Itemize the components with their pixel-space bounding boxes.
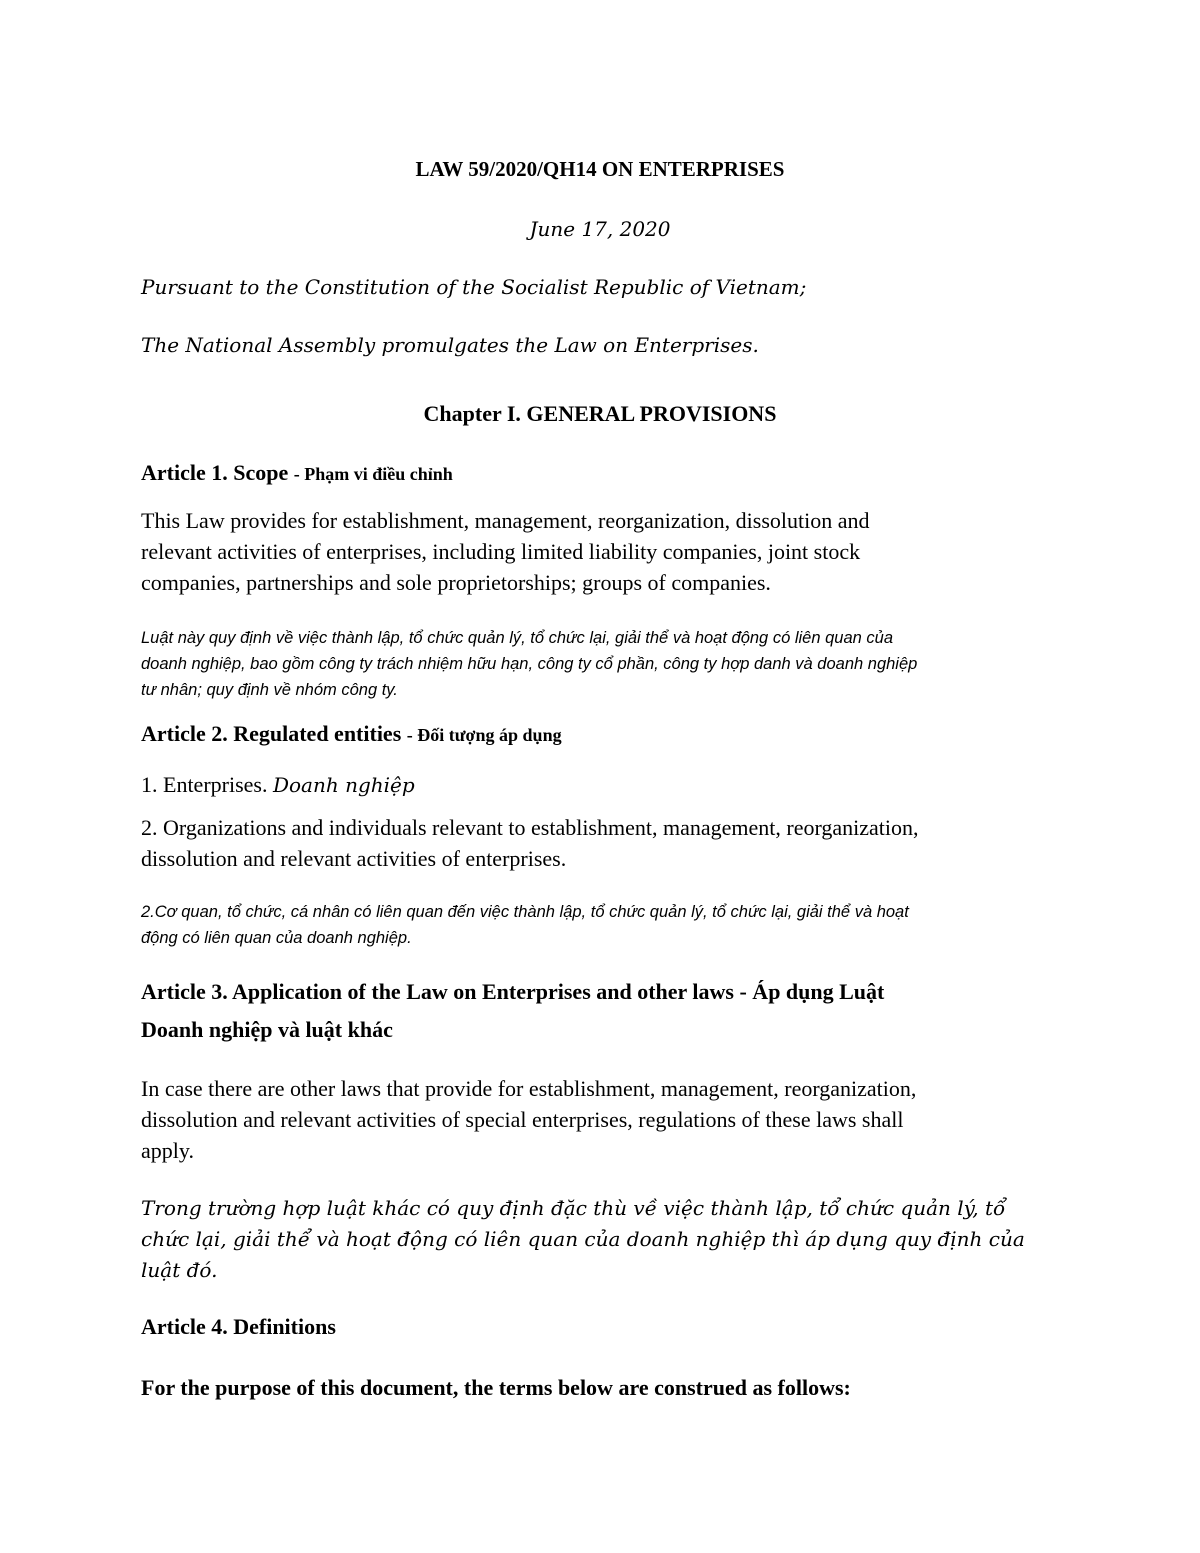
article-3-body-en-line: dissolution and relevant activities of special enterprises, regulations of these laws shall bbox=[141, 1107, 904, 1132]
article-4-body-en: For the purpose of this document, the terms below are construed as follows: bbox=[141, 1375, 851, 1400]
article-2-heading-en: Article 2. Regulated entities bbox=[141, 721, 402, 746]
article-3-heading-line: Article 3. Application of the Law on Enterprises and other laws - Áp dụng Luật bbox=[141, 979, 885, 1004]
article-2-item-1 bbox=[141, 769, 1071, 801]
article-3-body-vi-line: Trong trường hợp luật khác có quy định đặc thù về việc thành lập, tổ chức quản lý, tổ bbox=[141, 1196, 1006, 1220]
article-1-body-en-line: companies, partnerships and sole proprietorships; groups of companies. bbox=[141, 570, 771, 595]
document-date: June 17, 2020 bbox=[529, 217, 671, 241]
article-1-heading-vi: Phạm vi điều chỉnh bbox=[304, 464, 453, 484]
article-2-item-2-vi-line: động có liên quan của doanh nghiệp. bbox=[141, 929, 412, 947]
article-1-body-vi-line: Luật này quy định về việc thành lập, tổ chức quản lý, tổ chức lại, giải thể và hoạt động có liên quan của bbox=[141, 629, 893, 647]
article-3-heading bbox=[141, 973, 1071, 1049]
article-2-item-1-vi: Doanh nghiệp bbox=[272, 773, 415, 797]
article-1-body-en-line: This Law provides for establishment, management, reorganization, dissolution and bbox=[141, 508, 870, 533]
preamble-line-2: The National Assembly promulgates the Law on Enterprises. bbox=[141, 333, 759, 357]
article-3-body-vi-line: luật đó. bbox=[141, 1258, 218, 1282]
article-3-body-en-line: In case there are other laws that provide for establishment, management, reorganization, bbox=[141, 1076, 917, 1101]
article-2-item-1-en: 1. Enterprises. bbox=[141, 772, 268, 797]
article-1-body-vi bbox=[141, 625, 1071, 703]
article-1-body-vi-line: tư nhân; quy định về nhóm công ty. bbox=[141, 681, 398, 699]
article-3-body-vi-line: chức lại, giải thể và hoạt động có liên quan của doanh nghiệp thì áp dụng quy định của bbox=[141, 1227, 1025, 1251]
article-2-item-2-en-line: 2. Organizations and individuals relevant to establishment, management, reorganization, bbox=[141, 815, 919, 840]
article-3-body-en-line: apply. bbox=[141, 1138, 194, 1163]
article-2-item-2-en bbox=[141, 812, 1071, 874]
article-1-body-en-line: relevant activities of enterprises, including limited liability companies, joint stock bbox=[141, 539, 861, 564]
article-1-heading bbox=[141, 460, 1071, 486]
article-1-heading-separator: - bbox=[293, 464, 305, 484]
article-2-item-2-vi bbox=[141, 899, 1071, 951]
article-3-heading-line: Doanh nghiệp và luật khác bbox=[141, 1017, 393, 1042]
chapter-heading: Chapter I. GENERAL PROVISIONS bbox=[423, 401, 777, 426]
article-4-heading: Article 4. Definitions bbox=[141, 1314, 336, 1339]
article-2-item-2-en-line: dissolution and relevant activities of enterprises. bbox=[141, 846, 567, 871]
article-1-body-vi-line: doanh nghiệp, bao gồm công ty trách nhiệm hữu hạn, công ty cổ phần, công ty hợp danh và doanh nghiệp bbox=[141, 655, 918, 673]
article-2-heading bbox=[141, 721, 1071, 747]
article-2-heading-vi: Đối tượng áp dụng bbox=[417, 725, 562, 745]
article-1-body-en bbox=[141, 505, 1071, 598]
document-title: LAW 59/2020/QH14 ON ENTERPRISES bbox=[415, 157, 785, 181]
article-2-heading-separator: - bbox=[406, 725, 418, 745]
article-3-body-en bbox=[141, 1073, 1071, 1166]
article-1-heading-en: Article 1. Scope bbox=[141, 460, 289, 485]
article-3-body-vi bbox=[141, 1193, 1071, 1286]
article-2-item-2-vi-line: 2.Cơ quan, tổ chức, cá nhân có liên quan đến việc thành lập, tổ chức quản lý, tổ chức lại, giải thể và hoạt bbox=[141, 903, 909, 921]
preamble-line-1: Pursuant to the Constitution of the Socialist Republic of Vietnam; bbox=[141, 275, 807, 299]
